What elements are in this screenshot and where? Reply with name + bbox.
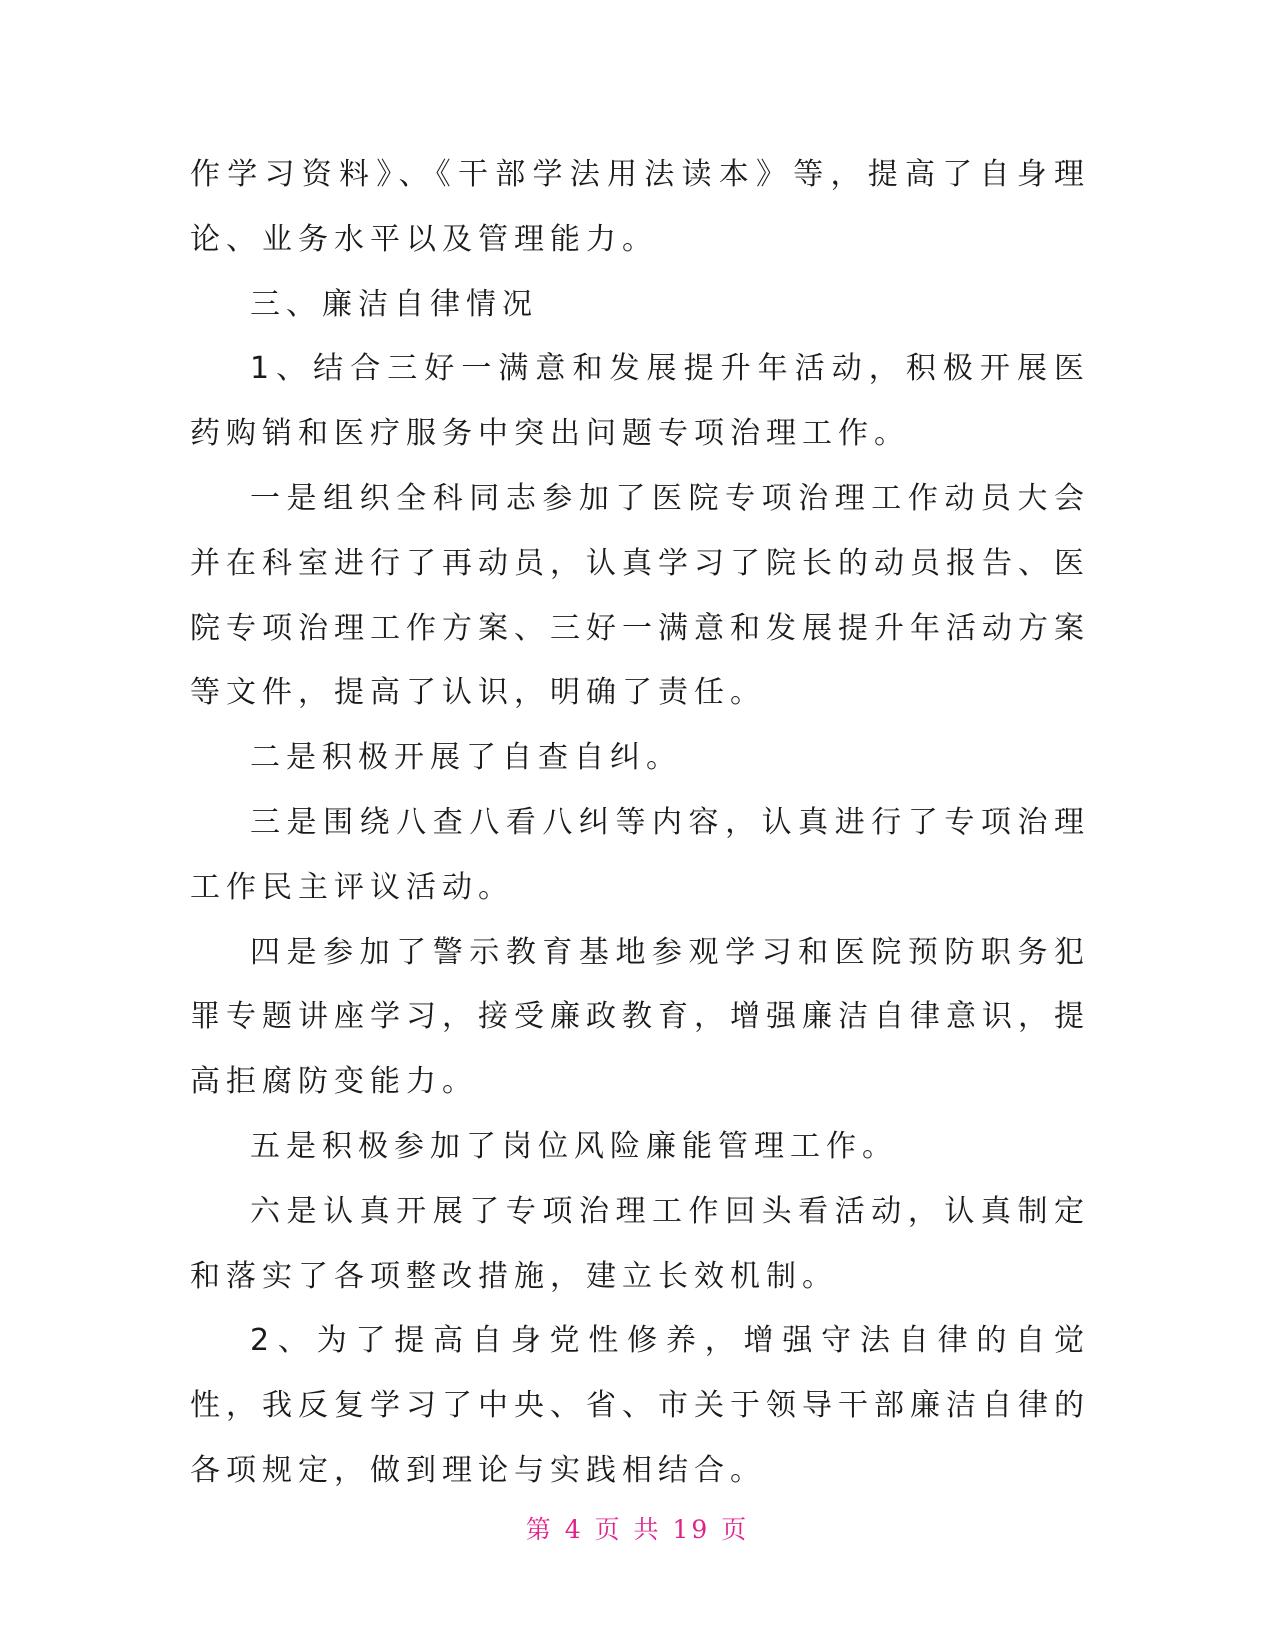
paragraph-3: 1、结合三好一满意和发展提升年活动，积极开展医药购销和医疗服务中突出问题专项治理工作。	[190, 351, 1090, 452]
section-heading: 三、廉洁自律情况	[250, 286, 538, 322]
paragraph-8: 五是积极参加了岗位风险廉能管理工作。	[250, 1128, 898, 1164]
paragraph-6: 三是围绕八查八看八纠等内容，认真进行了专项治理工作民主评议活动。	[190, 804, 1090, 905]
paragraph-10: 2、为了提高自身党性修养，增强守法自律的自觉性，我反复学习了中央、省、市关于领导干部廉洁自律的各项规定，做到理论与实践相结合。	[190, 1323, 1090, 1488]
paragraph-7: 四是参加了警示教育基地参观学习和医院预防职务犯罪专题讲座学习，接受廉政教育，增强廉洁自律意识，提高拒腐防变能力。	[190, 934, 1090, 1100]
paragraph-1: 作学习资料》、《干部学法用法读本》等，提高了自身理论、业务水平以及管理能力。	[190, 157, 1090, 257]
document-body	[190, 143, 1090, 1504]
paragraph-4: 一是组织全科同志参加了医院专项治理工作动员大会并在科室进行了再动员，认真学习了院长的动员报告、医院专项治理工作方案、三好一满意和发展提升年活动方案等文件，提高了认识，明确了责任。	[190, 480, 1090, 711]
page-number-footer: 第 4 页 共 19 页	[525, 1515, 750, 1544]
paragraph-9: 六是认真开展了专项治理工作回头看活动，认真制定和落实了各项整改措施，建立长效机制。	[190, 1193, 1090, 1294]
paragraph-5: 二是积极开展了自查自纠。	[250, 740, 682, 776]
